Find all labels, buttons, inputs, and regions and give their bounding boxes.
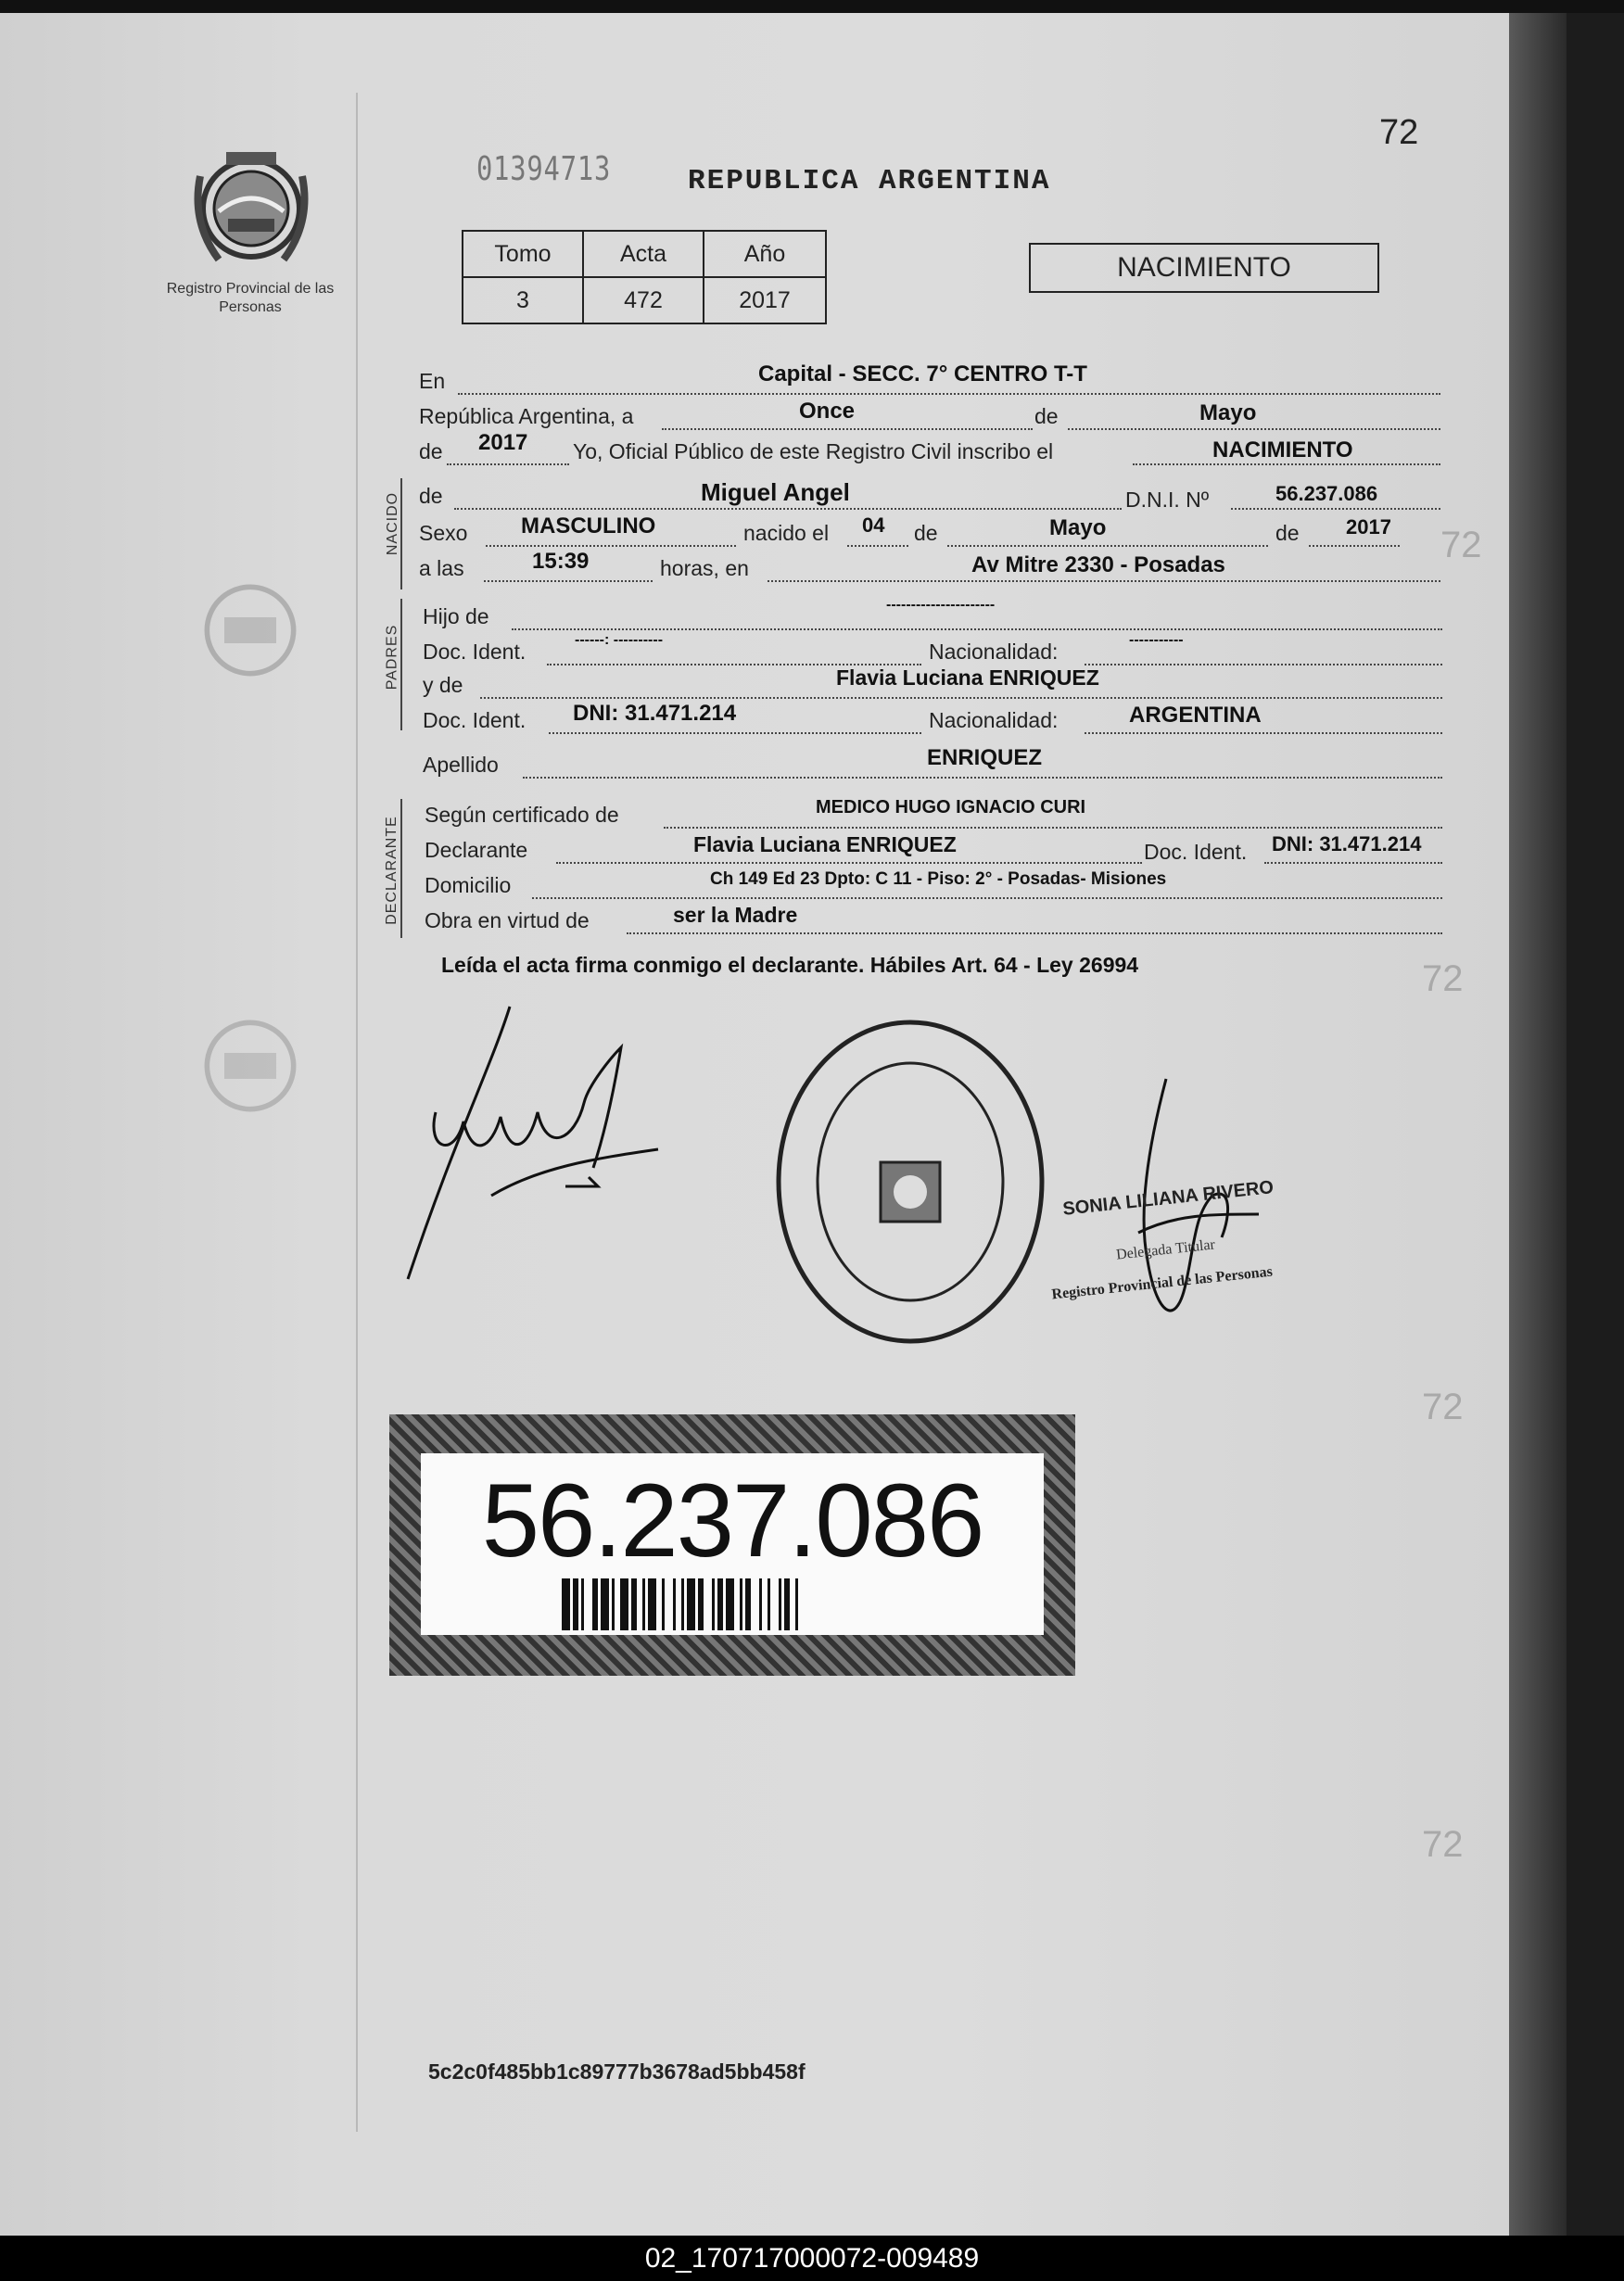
doc2-value: DNI: 31.471.214 <box>573 701 737 726</box>
page-number: 72 <box>1379 113 1419 152</box>
document-heading: REPUBLICA ARGENTINA <box>688 165 1051 197</box>
dotted-line <box>549 732 921 734</box>
apellido-label: Apellido <box>423 753 499 777</box>
dotted-line <box>1085 732 1442 734</box>
decl-doc-label: Doc. Ident. <box>1144 840 1248 864</box>
en-value: Capital - SECC. 7° CENTRO T-T <box>758 361 1087 387</box>
republica-label: República Argentina, a <box>419 404 634 428</box>
decl-value: Flavia Luciana ENRIQUEZ <box>693 832 957 856</box>
decl-label: Declarante <box>425 838 528 862</box>
dni-label: D.N.I. Nº <box>1125 488 1210 512</box>
province-seal-icon <box>182 139 321 278</box>
ghost-seal-icon <box>185 1001 315 1131</box>
inscribo-value: NACIMIENTO <box>1212 437 1353 463</box>
page-edge-shadow <box>1509 0 1567 2236</box>
dotted-line <box>458 393 1440 395</box>
dotted-line <box>1264 862 1442 864</box>
dotted-line <box>768 580 1440 582</box>
de2-label: de <box>419 439 443 463</box>
dotted-line <box>1068 428 1440 430</box>
official-stamp-icon <box>771 1014 1049 1350</box>
declarant-signature-icon <box>399 1001 677 1298</box>
decl-doc-value: DNI: 31.471.214 <box>1272 832 1422 855</box>
nac1-value: ----------- <box>1129 632 1184 648</box>
official-name: SONIA LILIANA RIVERO <box>1061 1177 1275 1220</box>
dotted-line <box>454 508 1122 510</box>
dotted-line <box>532 897 1442 899</box>
official-role: Delegada Titular <box>1115 1236 1216 1263</box>
official-office: Registro Provincial de las Personas <box>1050 1263 1274 1303</box>
obra-value: ser la Madre <box>673 903 798 927</box>
ghost-text: 72 <box>1422 958 1464 999</box>
acta-table-cell: 3 <box>463 277 583 323</box>
section-label-declarante: DECLARANTE <box>383 816 400 925</box>
doc2-label: Doc. Ident. <box>423 708 527 732</box>
hijo-label: Hijo de <box>423 604 489 628</box>
dom-label: Domicilio <box>425 873 512 897</box>
nac-mes-value: Mayo <box>1049 515 1107 540</box>
de-label: de <box>1034 404 1059 428</box>
horas-label: horas, en <box>660 556 749 580</box>
nac-anio-value: 2017 <box>1346 515 1391 539</box>
cert-label: Según certificado de <box>425 803 619 827</box>
barcode-sticker <box>389 1414 1075 1676</box>
dotted-line <box>480 697 1442 699</box>
lugar-value: Av Mitre 2330 - Posadas <box>971 552 1225 577</box>
ghost-text: 72 <box>1422 1824 1464 1865</box>
acta-table-header: Tomo <box>463 231 583 277</box>
nac2-label: Nacionalidad: <box>929 708 1059 732</box>
acta-type-box: NACIMIENTO <box>1029 243 1379 293</box>
madre-value: Flavia Luciana ENRIQUEZ <box>836 665 1099 690</box>
obra-label: Obra en virtud de <box>425 908 590 932</box>
document-hash: 5c2c0f485bb1c89777b3678ad5bb458f <box>428 2059 806 2084</box>
acta-table-header-row <box>463 231 826 277</box>
dotted-line <box>1085 664 1442 665</box>
file-name-footer: 02_170717000072-009489 <box>0 2236 1624 2281</box>
ghost-seal-icon <box>185 565 315 695</box>
nombre-value: Miguel Angel <box>701 478 850 506</box>
acta-table-cell: 2017 <box>704 277 826 323</box>
mes-value: Mayo <box>1199 400 1257 425</box>
padre-value: ---------------------- <box>886 597 996 613</box>
yde-label: y de <box>423 673 463 697</box>
alas-label: a las <box>419 556 464 580</box>
dotted-line <box>1133 463 1440 465</box>
acta-table-header: Acta <box>583 231 704 277</box>
dotted-line <box>523 777 1442 779</box>
dotted-line <box>627 932 1442 934</box>
dotted-line <box>1309 545 1400 547</box>
dotted-line <box>1231 508 1440 510</box>
acta-table-value-row <box>463 277 826 323</box>
anio-value: 2017 <box>478 430 528 455</box>
nac-dia-value: 04 <box>862 513 885 537</box>
dotted-line <box>662 428 1033 430</box>
en-label: En <box>419 369 446 393</box>
dotted-line <box>512 628 1442 630</box>
dotted-line <box>664 827 1442 829</box>
dotted-line <box>484 580 653 582</box>
doc1-label: Doc. Ident. <box>423 640 527 664</box>
dotted-line <box>947 545 1268 547</box>
sexo-label: Sexo <box>419 521 468 545</box>
inscribo-label: Yo, Oficial Público de este Registro Civil inscribo el <box>573 439 1054 463</box>
dotted-line <box>486 545 736 547</box>
ghost-text: 72 <box>1440 525 1482 565</box>
dotted-line <box>447 463 569 465</box>
acta-table-header: Año <box>704 231 826 277</box>
hora-value: 15:39 <box>532 549 590 574</box>
nac1-label: Nacionalidad: <box>929 640 1059 664</box>
section-label-nacido: NACIDO <box>385 491 401 556</box>
dni-value: 56.237.086 <box>1275 482 1378 505</box>
section-bar-declarante <box>400 799 402 938</box>
top-edge <box>0 0 1624 13</box>
acta-table-cell: 472 <box>583 277 704 323</box>
dom-value: Ch 149 Ed 23 Dpto: C 11 - Piso: 2° - Posadas- Misiones <box>710 869 1167 889</box>
sexo-value: MASCULINO <box>521 513 656 539</box>
barcode-icon <box>562 1578 905 1630</box>
nac-de-label: de <box>914 521 938 545</box>
dotted-line <box>556 862 1142 864</box>
apellido-value: ENRIQUEZ <box>927 745 1043 770</box>
section-label-padres: PADRES <box>384 624 400 691</box>
registry-caption: Registro Provincial de las Personas <box>166 281 335 315</box>
margin-line <box>356 93 358 2132</box>
barcode-number: 56.237.086 <box>481 1463 983 1578</box>
leida-text: Leída el acta firma conmigo el declarante. Hábiles Art. 64 - Ley 26994 <box>441 953 1139 977</box>
cert-value: MEDICO HUGO IGNACIO CURI <box>816 797 1086 817</box>
nacido-label: nacido el <box>743 521 830 545</box>
dotted-line <box>847 545 908 547</box>
nac2-value: ARGENTINA <box>1129 703 1262 728</box>
serial-number: 01394713 <box>476 150 612 188</box>
ghost-text: 72 <box>1422 1387 1464 1427</box>
barcode-label <box>421 1453 1044 1635</box>
doc1-value: ------: ---------- <box>575 632 664 648</box>
nombre-label: de <box>419 484 443 508</box>
nac-de2-label: de <box>1275 521 1300 545</box>
acta-table <box>462 230 827 324</box>
dia-value: Once <box>799 399 856 424</box>
